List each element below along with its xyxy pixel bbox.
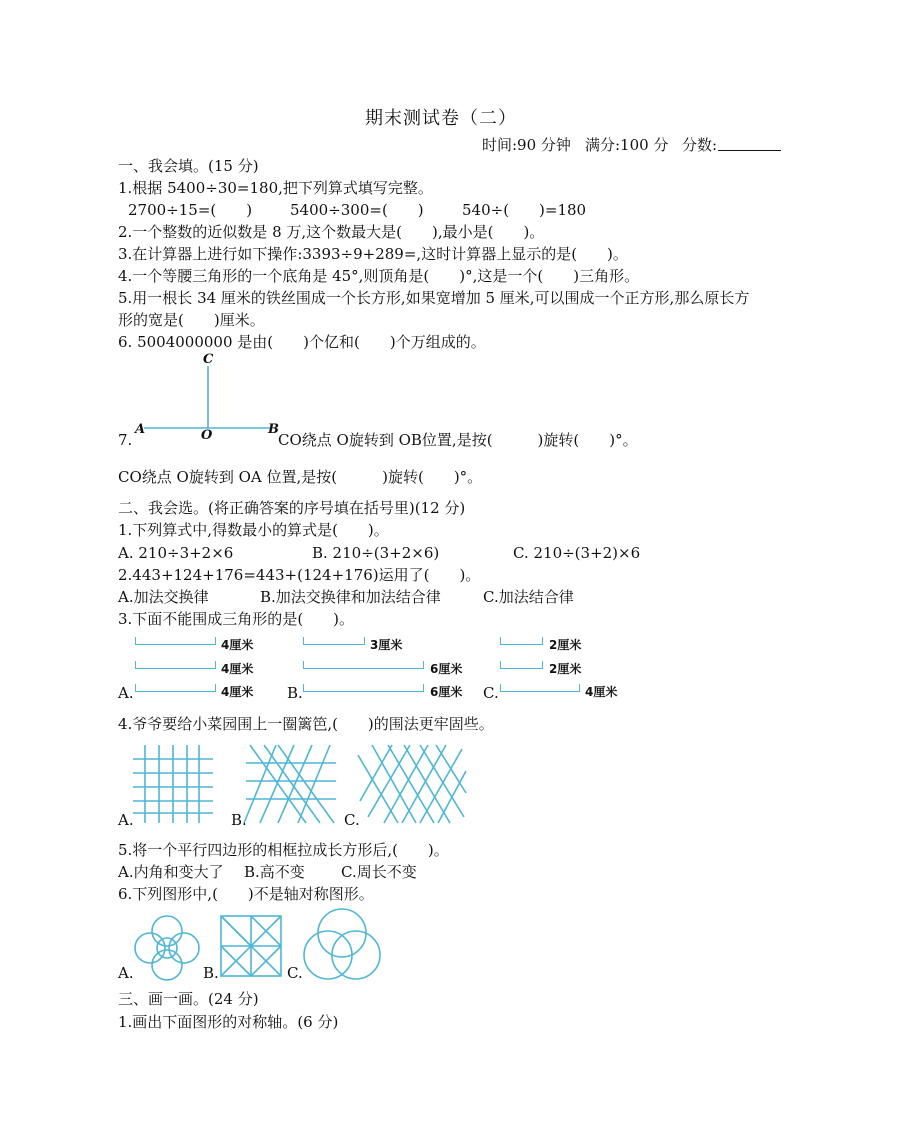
question-1-1c: 540÷( )=180 xyxy=(462,201,587,219)
segment-a2 xyxy=(135,661,216,669)
section-3-heading: 三、画一画。(24 分) xyxy=(118,990,259,1008)
segment-a2-label: 4厘米 xyxy=(221,662,254,676)
segment-c2-label: 2厘米 xyxy=(549,662,582,676)
fence-a-label: A. xyxy=(118,811,134,829)
score-blank[interactable] xyxy=(718,150,781,151)
shape-c-label: C. xyxy=(287,964,303,982)
full-score-label: 满分:100 分 xyxy=(585,136,669,154)
segment-b3-label: 6厘米 xyxy=(430,685,463,699)
question-1-5-line1: 5.用一根长 34 厘米的铁丝围成一个长方形,如果宽增加 5 厘米,可以围成一个正方形,那么原长方 xyxy=(118,289,750,307)
question-1-7-number: 7. xyxy=(118,431,133,449)
segment-b3 xyxy=(303,684,424,692)
section-1-heading: 一、我会填。(15 分) xyxy=(118,157,259,175)
score-label: 分数: xyxy=(682,136,718,154)
segment-a1 xyxy=(135,637,216,645)
question-2-1-option-b: B. 210÷(3+2×6) xyxy=(312,544,440,562)
segment-b2 xyxy=(303,661,424,669)
fence-grid-a xyxy=(133,745,213,825)
flower-shape xyxy=(134,915,200,981)
question-2-2-option-a: A.加法交换律 xyxy=(118,588,209,606)
question-1-1b: 5400÷300=( ) xyxy=(290,201,424,219)
question-1-6: 6. 5004000000 是由( )个亿和( )个万组成的。 xyxy=(118,333,486,351)
question-1-3: 3.在计算器上进行如下操作:3393÷9+289=,这时计算器上显示的是( )。 xyxy=(118,245,628,263)
question-2-6: 6.下列图形中,( )不是轴对称图形。 xyxy=(118,885,374,903)
segment-c1-label: 2厘米 xyxy=(549,638,582,652)
segment-c2 xyxy=(500,661,543,669)
segment-c1 xyxy=(500,637,543,645)
point-a-label: A xyxy=(135,422,146,437)
question-2-5-option-c: C.周长不变 xyxy=(341,863,417,881)
shape-b-label: B. xyxy=(203,964,219,982)
question-2-3: 3.下面不能围成三角形的是( )。 xyxy=(118,610,355,628)
question-2-5: 5.将一个平行四边形的相框拉成长方形后,( )。 xyxy=(118,841,449,859)
question-2-4: 4.爷爷要给小菜园围上一圈篱笆,( )的围法更牢固些。 xyxy=(118,715,494,733)
question-1-5-line2: 形的宽是( )厘米。 xyxy=(118,311,265,329)
group-c-label: C. xyxy=(483,684,499,702)
question-1-1: 1.根据 5400÷30=180,把下列算式填写完整。 xyxy=(118,179,433,197)
fence-grid-b xyxy=(246,745,336,825)
group-b-label: B. xyxy=(287,684,303,702)
question-2-1-option-a: A. 210÷3+2×6 xyxy=(118,544,234,562)
segment-a3-label: 4厘米 xyxy=(221,685,254,699)
fence-grid-c xyxy=(358,745,468,825)
question-2-1-option-c: C. 210÷(3+2)×6 xyxy=(513,544,641,562)
question-2-2-option-b: B.加法交换律和加法结合律 xyxy=(260,588,441,606)
point-c-label: C xyxy=(203,352,214,367)
time-label: 时间:90 分钟 xyxy=(482,136,571,154)
section-2-heading: 二、我会选。(将正确答案的序号填在括号里)(12 分) xyxy=(118,499,466,517)
pinwheel-shape xyxy=(220,915,282,977)
trefoil-shape xyxy=(302,905,382,981)
segment-a1-label: 4厘米 xyxy=(221,638,254,652)
segment-c3-label: 4厘米 xyxy=(585,685,618,699)
segment-b1-label: 3厘米 xyxy=(370,638,403,652)
question-2-5-option-a: A.内角和变大了 xyxy=(118,863,224,881)
fence-c-label: C. xyxy=(344,811,360,829)
question-1-2: 2.一个整数的近似数是 8 万,这个数最大是( ),最小是( )。 xyxy=(118,223,545,241)
page-title: 期末测试卷（二） xyxy=(365,108,517,129)
question-2-2-option-c: C.加法结合律 xyxy=(483,588,574,606)
question-2-2: 2.443+124+176=443+(124+176)运用了( )。 xyxy=(118,566,481,584)
question-1-7b: CO绕点 O旋转到 OA 位置,是按( )旋转( )°。 xyxy=(118,468,483,486)
segment-c3 xyxy=(500,684,580,692)
question-1-4: 4.一个等腰三角形的一个底角是 45°,则顶角是( )°,这是一个( )三角形。 xyxy=(118,267,640,285)
group-a-label: A. xyxy=(118,684,134,702)
segment-a3 xyxy=(135,684,216,692)
shape-a-label: A. xyxy=(118,964,134,982)
fence-b-label: B. xyxy=(231,811,247,829)
question-2-1: 1.下列算式中,得数最小的算式是( )。 xyxy=(118,521,389,539)
point-b-label: B xyxy=(268,422,279,437)
question-1-1a: 2700÷15=( ) xyxy=(128,201,253,219)
point-o-label: O xyxy=(201,428,213,443)
segment-b2-label: 6厘米 xyxy=(430,662,463,676)
question-2-5-option-b: B.高不变 xyxy=(244,863,305,881)
question-3-1: 1.画出下面图形的对称轴。(6 分) xyxy=(118,1013,339,1031)
segment-b1 xyxy=(303,637,365,645)
question-1-7a: CO绕点 O旋转到 OB位置,是按( )旋转( )°。 xyxy=(278,431,638,449)
